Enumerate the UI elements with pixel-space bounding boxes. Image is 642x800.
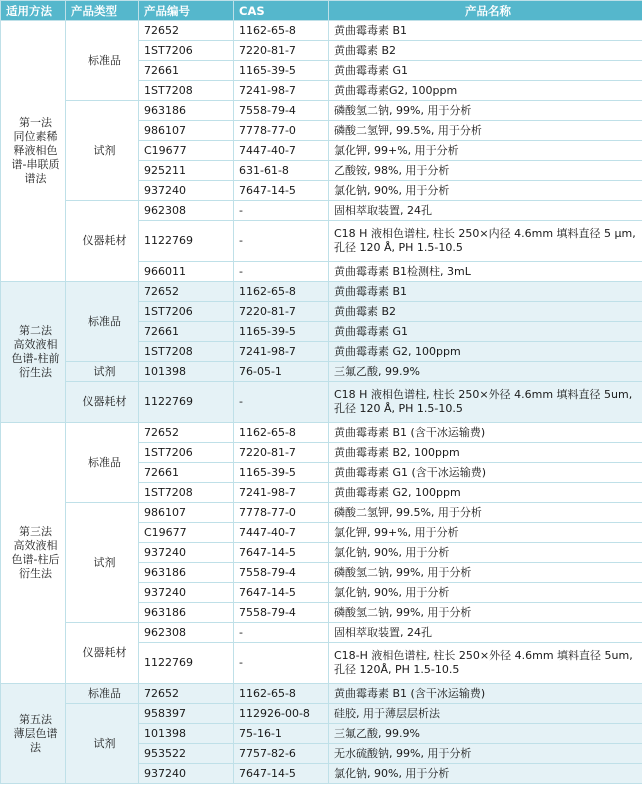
product-name-cell: 磷酸二氢钾, 99.5%, 用于分析 <box>329 503 642 523</box>
cas-cell: - <box>234 201 329 221</box>
product-name-cell: 黄曲霉毒素 B1 (含干冰运输费) <box>329 423 642 443</box>
product-type-cell: 仪器耗材 <box>66 201 139 282</box>
product-code-cell: 1122769 <box>139 221 234 262</box>
cas-cell: 1162-65-8 <box>234 21 329 41</box>
product-code-cell: 72652 <box>139 684 234 704</box>
product-name-cell: 磷酸氢二钠, 99%, 用于分析 <box>329 603 642 623</box>
cas-cell: 7447-40-7 <box>234 141 329 161</box>
table-row <box>1 21 642 41</box>
product-code-cell: 937240 <box>139 543 234 563</box>
product-name-cell: C18-H 液相色谱柱, 柱长 250×外径 4.6mm 填料直径 5um, 孔径 120Å, PH 1.5-10.5 <box>329 643 642 684</box>
product-name-cell: 黄曲霉毒素 B1 (含干冰运输费) <box>329 684 642 704</box>
product-code-cell: 962308 <box>139 201 234 221</box>
product-type-cell: 仪器耗材 <box>66 382 139 423</box>
cas-cell: 7241-98-7 <box>234 483 329 503</box>
cas-cell: 7647-14-5 <box>234 583 329 603</box>
cas-cell: 1162-65-8 <box>234 423 329 443</box>
cas-cell: - <box>234 262 329 282</box>
cas-cell: - <box>234 643 329 684</box>
header-type: 产品类型 <box>66 1 139 21</box>
product-name-cell: 黄曲霉毒素 G1 <box>329 322 642 342</box>
table-row <box>1 623 642 643</box>
product-name-cell: 三氟乙酸, 99.9% <box>329 362 642 382</box>
product-code-cell: 72661 <box>139 463 234 483</box>
product-code-cell: 1ST7206 <box>139 443 234 463</box>
cas-cell: 7757-82-6 <box>234 744 329 764</box>
cas-cell: 7220-81-7 <box>234 443 329 463</box>
product-code-cell: 72652 <box>139 21 234 41</box>
cas-cell: 7558-79-4 <box>234 101 329 121</box>
cas-cell: 7647-14-5 <box>234 764 329 784</box>
product-code-cell: C19677 <box>139 141 234 161</box>
cas-cell: 1165-39-5 <box>234 463 329 483</box>
product-code-cell: 937240 <box>139 181 234 201</box>
product-name-cell: 磷酸二氢钾, 99.5%, 用于分析 <box>329 121 642 141</box>
table-row <box>1 382 642 423</box>
product-name-cell: C18 H 液相色谱柱, 柱长 250×内径 4.6mm 填料直径 5 μm, 孔径 120 Å, PH 1.5-10.5 <box>329 221 642 262</box>
table-row <box>1 101 642 121</box>
product-code-cell: 963186 <box>139 101 234 121</box>
product-type-cell: 试剂 <box>66 704 139 784</box>
product-name-cell: 无水硫酸钠, 99%, 用于分析 <box>329 744 642 764</box>
product-name-cell: 磷酸氢二钠, 99%, 用于分析 <box>329 101 642 121</box>
table-row <box>1 201 642 221</box>
product-code-cell: 1ST7206 <box>139 302 234 322</box>
product-code-cell: 966011 <box>139 262 234 282</box>
product-name-cell: 黄曲霉毒素 B1 <box>329 282 642 302</box>
header-code: 产品编号 <box>139 1 234 21</box>
product-code-cell: 72652 <box>139 282 234 302</box>
table-row <box>1 503 642 523</box>
cas-cell: 631-61-8 <box>234 161 329 181</box>
product-name-cell: 黄曲霉毒素 G1 (含干冰运输费) <box>329 463 642 483</box>
product-name-cell: 黄曲霉毒素 B1 <box>329 21 642 41</box>
cas-cell: 7778-77-0 <box>234 503 329 523</box>
product-code-cell: 986107 <box>139 121 234 141</box>
table-row <box>1 684 642 704</box>
method-cell: 第一法 同位素稀 释液相色 谱-串联质 谱法 <box>1 21 66 282</box>
cas-cell: 112926-00-8 <box>234 704 329 724</box>
product-type-cell: 试剂 <box>66 101 139 201</box>
product-name-cell: 氯化钠, 90%, 用于分析 <box>329 181 642 201</box>
product-code-cell: 1ST7208 <box>139 483 234 503</box>
product-name-cell: 硅胶, 用于薄层层析法 <box>329 704 642 724</box>
product-code-cell: 963186 <box>139 563 234 583</box>
cas-cell: 7241-98-7 <box>234 81 329 101</box>
cas-cell: 7220-81-7 <box>234 302 329 322</box>
header-cas: CAS <box>234 1 329 21</box>
product-name-cell: 黄曲霉毒素 G2, 100ppm <box>329 342 642 362</box>
header-row <box>1 1 642 21</box>
method-cell: 第五法 薄层色谱 法 <box>1 684 66 784</box>
table-row <box>1 362 642 382</box>
product-name-cell: 固相萃取装置, 24孔 <box>329 201 642 221</box>
product-type-cell: 试剂 <box>66 503 139 623</box>
method-cell: 第三法 高效液相 色谱-柱后 衍生法 <box>1 423 66 684</box>
product-name-cell: 氯化钾, 99+%, 用于分析 <box>329 141 642 161</box>
product-type-cell: 标准品 <box>66 21 139 101</box>
cas-cell: 7647-14-5 <box>234 543 329 563</box>
product-name-cell: 黄曲霉毒素 B2, 100ppm <box>329 443 642 463</box>
product-code-cell: 925211 <box>139 161 234 181</box>
table-row <box>1 704 642 724</box>
product-name-cell: 黄曲霉毒素 G1 <box>329 61 642 81</box>
product-code-cell: 937240 <box>139 764 234 784</box>
cas-cell: 76-05-1 <box>234 362 329 382</box>
cas-cell: 7647-14-5 <box>234 181 329 201</box>
cas-cell: 75-16-1 <box>234 724 329 744</box>
cas-cell: 1162-65-8 <box>234 684 329 704</box>
product-code-cell: 72661 <box>139 61 234 81</box>
cas-cell: 1165-39-5 <box>234 61 329 81</box>
product-type-cell: 仪器耗材 <box>66 623 139 684</box>
product-name-cell: 黄曲霉毒素 G2, 100ppm <box>329 483 642 503</box>
product-name-cell: 氯化钠, 90%, 用于分析 <box>329 764 642 784</box>
product-code-cell: 1122769 <box>139 643 234 684</box>
product-name-cell: 三氟乙酸, 99.9% <box>329 724 642 744</box>
product-type-cell: 标准品 <box>66 423 139 503</box>
method-cell: 第二法 高效液相 色谱-柱前 衍生法 <box>1 282 66 423</box>
product-name-cell: 黄曲霉毒素G2, 100ppm <box>329 81 642 101</box>
product-code-cell: 1ST7206 <box>139 41 234 61</box>
cas-cell: 1165-39-5 <box>234 322 329 342</box>
cas-cell: 7778-77-0 <box>234 121 329 141</box>
product-code-cell: 72661 <box>139 322 234 342</box>
product-name-cell: 黄曲霉素 B2 <box>329 41 642 61</box>
product-code-cell: 962308 <box>139 623 234 643</box>
product-type-cell: 标准品 <box>66 282 139 362</box>
product-code-cell: 986107 <box>139 503 234 523</box>
product-name-cell: 氯化钠, 90%, 用于分析 <box>329 543 642 563</box>
table-body <box>1 21 642 784</box>
product-type-cell: 标准品 <box>66 684 139 704</box>
cas-cell: - <box>234 623 329 643</box>
product-code-cell: 101398 <box>139 724 234 744</box>
product-name-cell: 磷酸氢二钠, 99%, 用于分析 <box>329 563 642 583</box>
header-product-name: 产品名称 <box>329 1 642 21</box>
cas-cell: 7558-79-4 <box>234 603 329 623</box>
product-code-cell: 1ST7208 <box>139 342 234 362</box>
product-type-cell: 试剂 <box>66 362 139 382</box>
header-method: 适用方法 <box>1 1 66 21</box>
table-row <box>1 282 642 302</box>
product-code-cell: 963186 <box>139 603 234 623</box>
product-name-cell: 乙酸铵, 98%, 用于分析 <box>329 161 642 181</box>
table-row <box>1 423 642 443</box>
cas-cell: - <box>234 382 329 423</box>
cas-cell: 7220-81-7 <box>234 41 329 61</box>
product-code-cell: C19677 <box>139 523 234 543</box>
product-code-cell: 953522 <box>139 744 234 764</box>
product-code-cell: 1122769 <box>139 382 234 423</box>
product-code-cell: 937240 <box>139 583 234 603</box>
product-name-cell: C18 H 液相色谱柱, 柱长 250×外径 4.6mm 填料直径 5um, 孔径 120 Å, PH 1.5-10.5 <box>329 382 642 423</box>
cas-cell: 1162-65-8 <box>234 282 329 302</box>
cas-cell: - <box>234 221 329 262</box>
cas-cell: 7241-98-7 <box>234 342 329 362</box>
product-name-cell: 氯化钾, 99+%, 用于分析 <box>329 523 642 543</box>
product-name-cell: 黄曲霉素 B2 <box>329 302 642 322</box>
product-name-cell: 黄曲霉毒素 B1检测柱, 3mL <box>329 262 642 282</box>
product-code-cell: 101398 <box>139 362 234 382</box>
product-name-cell: 固相萃取装置, 24孔 <box>329 623 642 643</box>
product-code-cell: 1ST7208 <box>139 81 234 101</box>
product-name-cell: 氯化钠, 90%, 用于分析 <box>329 583 642 603</box>
cas-cell: 7558-79-4 <box>234 563 329 583</box>
cas-cell: 7447-40-7 <box>234 523 329 543</box>
product-code-cell: 958397 <box>139 704 234 724</box>
product-code-cell: 72652 <box>139 423 234 443</box>
